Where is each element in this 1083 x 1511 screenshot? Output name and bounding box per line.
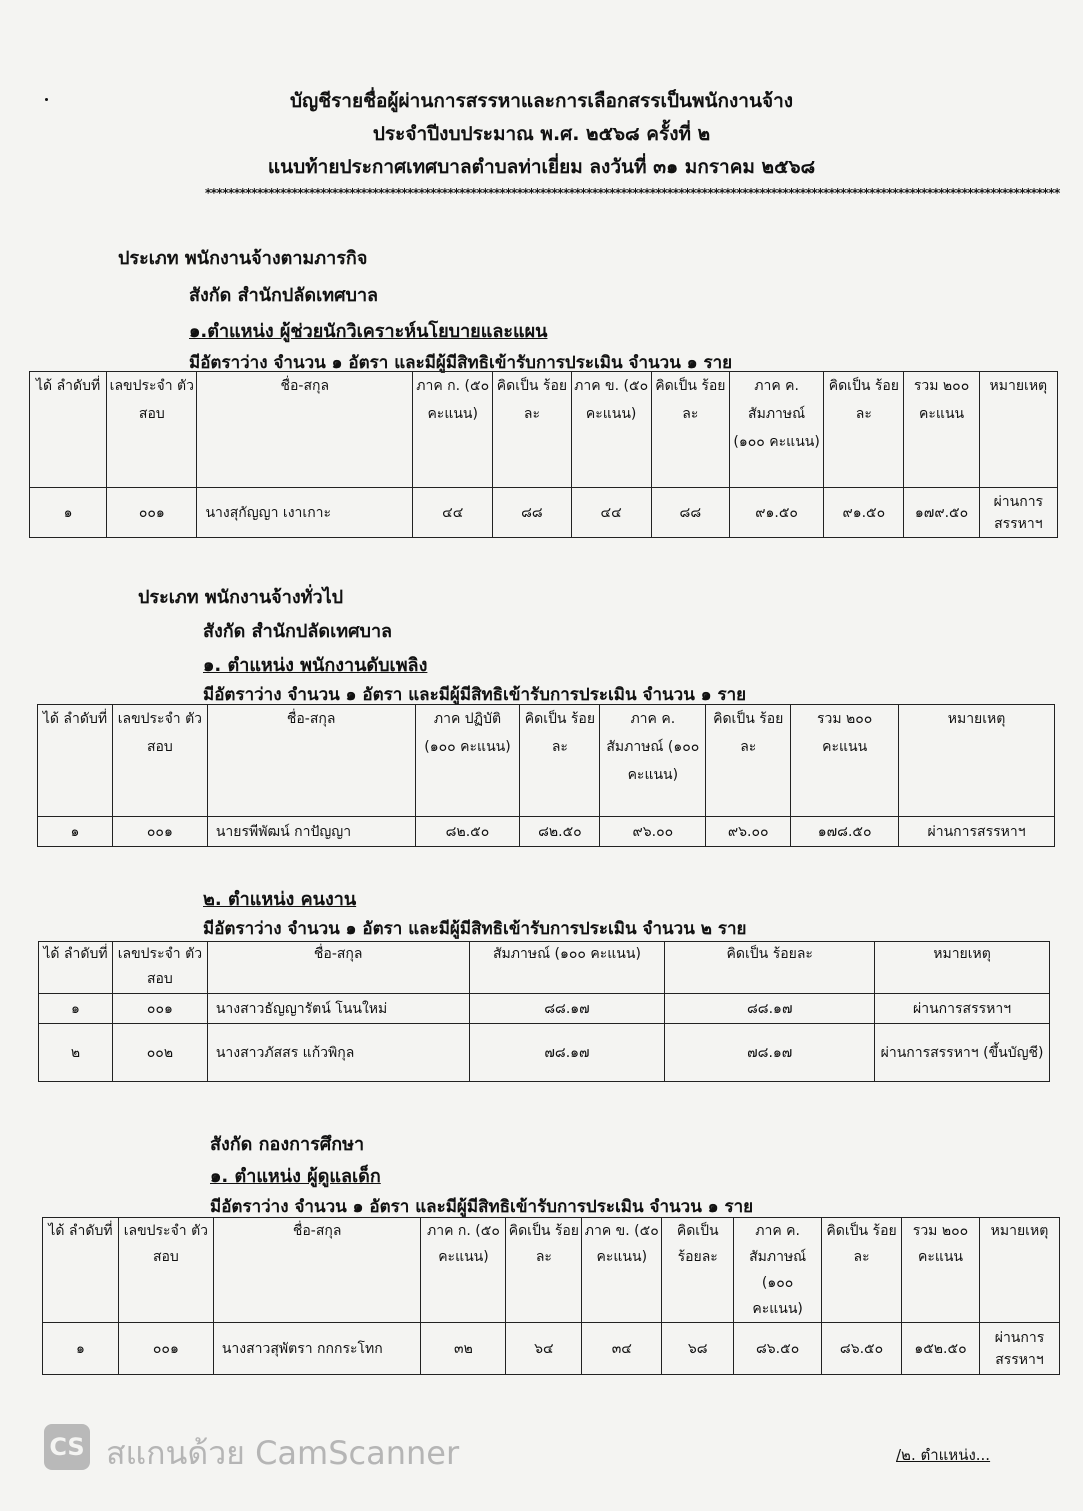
col-header: รวม ๒๐๐ คะแนน: [791, 705, 899, 817]
cell-percent: ๘๖.๕๐: [822, 1323, 902, 1375]
cell-percent: ๘๘: [651, 488, 729, 538]
col-header: เลขประจำ ตัวสอบ: [118, 1218, 213, 1323]
section4-position: ๑. ตำแหน่ง ผู้ดูแลเด็ก: [210, 1166, 381, 1187]
col-header: คิดเป็น ร้อยละ: [493, 372, 571, 488]
cell-rank: ๑: [38, 817, 113, 847]
cell-score: ๓๒: [421, 1323, 506, 1375]
cell-percent: ๖๘: [662, 1323, 734, 1375]
table-row: [30, 488, 1058, 538]
col-header: ชื่อ-สกุล: [207, 942, 469, 994]
col-header: คิดเป็น ร้อยละ: [706, 705, 791, 817]
section2-position: ๑. ตำแหน่ง พนักงานดับเพลิง: [203, 655, 428, 676]
cell-score: ๙๖.๐๐: [600, 817, 706, 847]
col-header: หมายเหตุ: [979, 372, 1057, 488]
cell-remark: ผ่านการ สรรหาฯ: [979, 488, 1057, 538]
col-header: ชื่อ-สกุล: [197, 372, 413, 488]
cell-percent: ๖๔: [506, 1323, 582, 1375]
col-header: รวม ๒๐๐ คะแนน: [904, 372, 979, 488]
section2-type: ประเภท พนักงานจ้างทั่วไป: [138, 587, 344, 608]
cell-score: ๙๑.๕๐: [729, 488, 823, 538]
col-header: ได้ ลำดับที่: [43, 1218, 119, 1323]
title-line-1: บัญชีรายชื่อผู้ผ่านการสรรหาและการเลือกสรรเป็นพนักงานจ้าง: [289, 90, 794, 112]
section4-org: สังกัด กองการศึกษา: [210, 1134, 365, 1155]
scanner-watermark: สแกนด้วย CamScanner: [106, 1434, 460, 1472]
cell-percent: ๗๘.๑๗: [665, 1024, 875, 1082]
table-header-row: [38, 705, 1055, 817]
cell-name: นางสาวภัสสร แก้วพิกุล: [207, 1024, 469, 1082]
col-header: ได้ ลำดับที่: [38, 705, 113, 817]
section2-org: สังกัด สำนักปลัดเทศบาล: [203, 621, 393, 642]
cell-rank: ๑: [30, 488, 107, 538]
col-header: ได้ ลำดับที่: [39, 942, 113, 994]
cell-total: ๑๗๘.๕๐: [791, 817, 899, 847]
col-header: หมายเหตุ: [899, 705, 1055, 817]
col-header: ภาค ปฏิบัติ (๑๐๐ คะแนน): [415, 705, 520, 817]
cell-percent: ๙๖.๐๐: [706, 817, 791, 847]
table-row: [43, 1323, 1060, 1375]
section1-type: ประเภท พนักงานจ้างตามภารกิจ: [118, 248, 368, 269]
cell-exam-id: ๐๐๑: [118, 1323, 213, 1375]
col-header: ภาค ก. (๕๐ คะแนน): [421, 1218, 506, 1323]
col-header: คิดเป็น ร้อยละ: [822, 1218, 902, 1323]
cell-remark: ผ่านการสรรหาฯ: [899, 817, 1055, 847]
section2-table: [37, 704, 1055, 847]
cell-total: ๑๕๒.๕๐: [902, 1323, 980, 1375]
section1-position: ๑.ตำแหน่ง ผู้ช่วยนักวิเคราะห์นโยบายและแผน: [189, 321, 548, 342]
col-header: ได้ ลำดับที่: [30, 372, 107, 488]
cell-score: ๔๔: [571, 488, 651, 538]
cell-exam-id: ๐๐๒: [112, 1024, 207, 1082]
col-header: หมายเหตุ: [979, 1218, 1059, 1323]
col-header: สัมภาษณ์ (๑๐๐ คะแนน): [469, 942, 665, 994]
cell-name: นางสุกัญญา เงาเกาะ: [197, 488, 413, 538]
col-header: ภาค ข. (๕๐ คะแนน): [582, 1218, 662, 1323]
col-header: รวม ๒๐๐ คะแนน: [902, 1218, 980, 1323]
title-line-3: แนบท้ายประกาศเทศบาลตำบลท่าเยี่ยม ลงวันที่ ๓๑ มกราคม ๒๕๖๘: [267, 156, 816, 178]
cell-percent: ๘๘: [493, 488, 571, 538]
col-header: คิดเป็น ร้อยละ: [665, 942, 875, 994]
col-header: ภาค ค. สัมภาษณ์ (๑๐๐ คะแนน): [600, 705, 706, 817]
cell-exam-id: ๐๐๑: [112, 994, 207, 1024]
continued-marker: /๒. ตำแหน่ง...: [896, 1446, 991, 1464]
section4-note: มีอัตราว่าง จำนวน ๑ อัตรา และมีผู้มีสิทธิเข้ารับการประเมิน จำนวน ๑ ราย: [210, 1197, 754, 1217]
cell-rank: ๑: [43, 1323, 119, 1375]
cell-score: ๘๒.๕๐: [415, 817, 520, 847]
cell-exam-id: ๐๐๑: [112, 817, 207, 847]
section3-table: [38, 941, 1050, 1082]
table-row: [39, 994, 1050, 1024]
cell-score: ๔๔: [413, 488, 493, 538]
cell-name: นางสาวธัญญารัตน์ โนนใหม่: [207, 994, 469, 1024]
col-header: ภาค ค. สัมภาษณ์ (๑๐๐ คะแนน): [734, 1218, 822, 1323]
section4-table: [42, 1217, 1060, 1375]
col-header: คิดเป็น ร้อยละ: [662, 1218, 734, 1323]
section2-note: มีอัตราว่าง จำนวน ๑ อัตรา และมีผู้มีสิทธิเข้ารับการประเมิน จำนวน ๑ ราย: [203, 685, 747, 705]
table-header-row: [30, 372, 1058, 488]
table-row: [38, 817, 1055, 847]
table-header-row: [39, 942, 1050, 994]
cell-exam-id: ๐๐๑: [107, 488, 197, 538]
section1-table: [29, 371, 1058, 538]
star-divider: ****************************************************************************************************************************************************: [205, 186, 1060, 200]
cell-name: นายรพีพัฒน์ กาปัญญา: [207, 817, 415, 847]
table-row: [39, 1024, 1050, 1082]
title-line-2: ประจำปีงบประมาณ พ.ศ. ๒๕๖๘ ครั้งที่ ๒: [372, 123, 711, 145]
col-header: ภาค ค. สัมภาษณ์ (๑๐๐ คะแนน): [729, 372, 823, 488]
col-header: คิดเป็น ร้อยละ: [520, 705, 600, 817]
section1-org: สังกัด สำนักปลัดเทศบาล: [189, 285, 379, 306]
section1-note: มีอัตราว่าง จำนวน ๑ อัตรา และมีผู้มีสิทธิเข้ารับการประเมิน จำนวน ๑ ราย: [189, 353, 733, 373]
cell-score: ๘๘.๑๗: [469, 994, 665, 1024]
cell-percent: ๙๑.๕๐: [824, 488, 904, 538]
col-header: ภาค ข. (๕๐ คะแนน): [571, 372, 651, 488]
table-header-row: [43, 1218, 1060, 1323]
cell-name: นางสาวสุพัตรา กกกระโทก: [213, 1323, 421, 1375]
section3-note: มีอัตราว่าง จำนวน ๑ อัตรา และมีผู้มีสิทธิเข้ารับการประเมิน จำนวน ๒ ราย: [203, 919, 747, 939]
col-header: คิดเป็น ร้อยละ: [651, 372, 729, 488]
cell-rank: ๒: [39, 1024, 113, 1082]
cell-percent: ๘๘.๑๗: [665, 994, 875, 1024]
cell-total: ๑๗๙.๕๐: [904, 488, 979, 538]
col-header: ชื่อ-สกุล: [207, 705, 415, 817]
col-header: เลขประจำ ตัวสอบ: [112, 942, 207, 994]
col-header: เลขประจำ ตัวสอบ: [107, 372, 197, 488]
cell-rank: ๑: [39, 994, 113, 1024]
camscanner-logo-icon: CS: [44, 1424, 90, 1470]
cell-score: ๓๔: [582, 1323, 662, 1375]
cell-percent: ๘๒.๕๐: [520, 817, 600, 847]
col-header: คิดเป็น ร้อยละ: [824, 372, 904, 488]
col-header: เลขประจำ ตัวสอบ: [112, 705, 207, 817]
cell-score: ๘๖.๕๐: [734, 1323, 822, 1375]
cell-remark: ผ่านการสรรหาฯ: [875, 994, 1050, 1024]
col-header: คิดเป็น ร้อยละ: [506, 1218, 582, 1323]
col-header: ภาค ก. (๕๐ คะแนน): [413, 372, 493, 488]
section3-position: ๒. ตำแหน่ง คนงาน: [203, 889, 357, 910]
cell-remark: ผ่านการ สรรหาฯ: [979, 1323, 1059, 1375]
cell-remark: ผ่านการสรรหาฯ (ขึ้นบัญชี): [875, 1024, 1050, 1082]
col-header: ชื่อ-สกุล: [213, 1218, 421, 1323]
cell-score: ๗๘.๑๗: [469, 1024, 665, 1082]
col-header: หมายเหตุ: [875, 942, 1050, 994]
